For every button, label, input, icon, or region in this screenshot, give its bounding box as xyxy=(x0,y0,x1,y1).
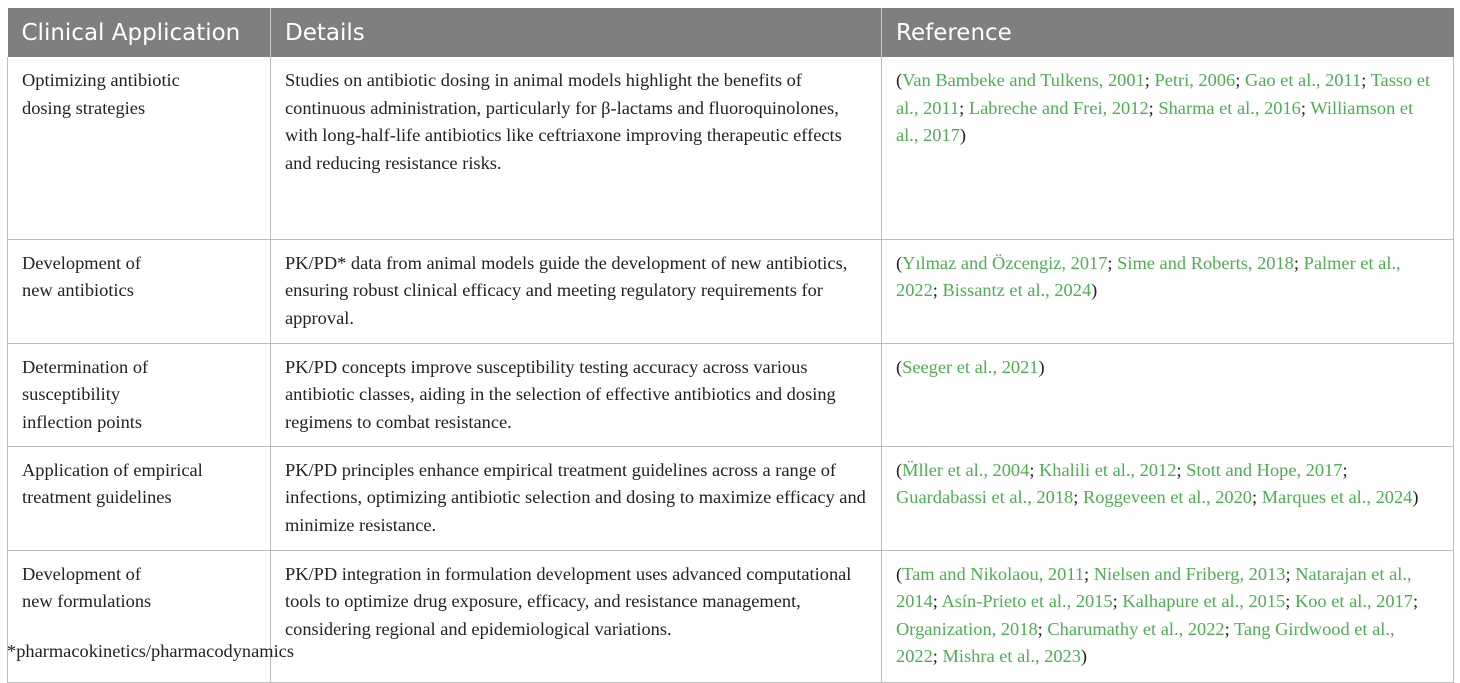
application-cell: Application of empirical treatment guidelines xyxy=(8,446,271,550)
clinical-applications-table xyxy=(7,8,1453,683)
reference-link[interactable]: Labreche and Frei, 2012 xyxy=(968,97,1149,118)
reference-link[interactable]: Williamson et al., 2017 xyxy=(896,97,1414,145)
reference-separator: ; xyxy=(1342,459,1348,480)
table-row xyxy=(8,343,1454,446)
reference-separator: ; xyxy=(1235,70,1245,90)
table-row xyxy=(8,57,1454,239)
header-row xyxy=(8,8,1454,57)
reference-link[interactable]: Asín-Prieto et al., 2015 xyxy=(941,591,1113,611)
reference-link[interactable]: Mishra et al., 2023 xyxy=(942,646,1081,666)
reference-open-paren: ( xyxy=(896,356,903,377)
reference-link[interactable]: Sime and Roberts, 2018 xyxy=(1117,252,1294,273)
reference-link[interactable]: Van Bambeke and Tulkens, 2001 xyxy=(902,70,1145,90)
reference-link[interactable]: Organization, 2018 xyxy=(896,618,1038,639)
reference-separator: ; xyxy=(1285,591,1295,611)
table xyxy=(7,8,1454,683)
reference-link[interactable]: Marques et al., 2024 xyxy=(1261,487,1413,507)
reference-close-paren: ) xyxy=(959,125,966,145)
reference-link[interactable]: Gao et al., 2011 xyxy=(1244,70,1362,90)
application-cell: Development of new formulations xyxy=(8,550,271,682)
reference-link[interactable]: Petri, 2006 xyxy=(1154,70,1236,90)
table-body xyxy=(8,57,1454,682)
reference-separator: ; xyxy=(932,591,942,611)
header-clinical-application: Clinical Application xyxy=(8,8,271,57)
reference-cell xyxy=(882,550,1454,682)
reference-link[interactable]: M̈ller et al., 2004 xyxy=(902,459,1030,480)
reference-cell xyxy=(882,239,1454,343)
reference-separator: ; xyxy=(1412,591,1419,611)
reference-separator: ; xyxy=(1293,252,1304,273)
reference-separator: ; xyxy=(1107,252,1118,273)
reference-open-paren: ( xyxy=(896,563,903,584)
reference-separator: ; xyxy=(1361,70,1371,90)
details-cell: Studies on antibiotic dosing in animal models highlight the benefits of continuous administration, particularly for β-lactams and fluoroquinolones, with long-half-life antibiotics like ceftriaxone improving therapeutic effects and reducing resistance risks. xyxy=(271,57,882,239)
reference-close-paren: ) xyxy=(1091,280,1098,300)
reference-separator: ; xyxy=(959,97,969,118)
header-details: Details xyxy=(271,8,882,57)
reference-link[interactable]: Charumathy et al., 2022 xyxy=(1047,618,1225,639)
reference-link[interactable]: Koo et al., 2017 xyxy=(1294,591,1413,611)
table-row xyxy=(8,239,1454,343)
reference-separator: ; xyxy=(1112,591,1123,611)
reference-cell xyxy=(882,343,1454,446)
reference-open-paren: ( xyxy=(896,70,903,90)
reference-link[interactable]: Tasso et al., 2011 xyxy=(896,70,1431,118)
reference-close-paren: ) xyxy=(1038,356,1045,377)
reference-separator: ; xyxy=(1285,563,1296,584)
table-row xyxy=(8,446,1454,550)
reference-link[interactable]: Stott and Hope, 2017 xyxy=(1186,459,1343,480)
reference-link[interactable]: Guardabassi et al., 2018 xyxy=(896,487,1074,507)
reference-close-paren: ) xyxy=(1080,646,1088,666)
table-row xyxy=(8,550,1454,682)
reference-link[interactable]: Seeger et al., 2021 xyxy=(902,356,1039,377)
reference-open-paren: ( xyxy=(896,459,903,480)
reference-separator: ; xyxy=(1224,618,1234,639)
reference-link[interactable]: Bissantz et al., 2024 xyxy=(942,280,1092,300)
reference-link[interactable]: Nielsen and Friberg, 2013 xyxy=(1093,563,1286,584)
application-cell: Optimizing antibiotic dosing strategies xyxy=(8,57,271,239)
details-cell: PK/PD principles enhance empirical treatment guidelines across a range of infections, optimizing antibiotic selection and dosing to maximize efficacy and minimize resistance. xyxy=(271,446,882,550)
reference-separator: ; xyxy=(1144,70,1155,90)
reference-separator: ; xyxy=(1251,487,1262,507)
reference-link[interactable]: Yılmaz and Özcengiz, 2017 xyxy=(902,252,1108,273)
reference-separator: ; xyxy=(932,646,943,666)
reference-separator: ; xyxy=(1148,97,1159,118)
footnote: *pharmacokinetics/pharmacodynamics xyxy=(7,641,294,661)
reference-link[interactable]: Natarajan et al., 2014 xyxy=(896,563,1412,611)
details-cell: PK/PD integration in formulation development uses advanced computational tools to optimize drug exposure, efficacy, and resistance management, considering regional and epidemiological variations. xyxy=(271,550,882,682)
header-reference: Reference xyxy=(882,8,1454,57)
details-cell: PK/PD* data from animal models guide the development of new antibiotics, ensuring robust clinical efficacy and meeting regulatory requirements for approval. xyxy=(271,239,882,343)
application-cell: Development of new antibiotics xyxy=(8,239,271,343)
reference-separator: ; xyxy=(932,280,943,300)
reference-link[interactable]: Tam and Nikolaou, 2011 xyxy=(902,563,1085,584)
reference-cell xyxy=(882,57,1454,239)
reference-separator: ; xyxy=(1029,459,1040,480)
reference-link[interactable]: Kalhapure et al., 2015 xyxy=(1122,591,1286,611)
details-cell: PK/PD concepts improve susceptibility testing accuracy across various antibiotic classes, aiding in the selection of effective antibiotics and dosing regimens to combat resistance. xyxy=(271,343,882,446)
reference-open-paren: ( xyxy=(896,252,903,273)
reference-link[interactable]: Roggeveen et al., 2020 xyxy=(1082,487,1252,507)
reference-link[interactable]: Khalili et al., 2012 xyxy=(1039,459,1177,480)
reference-link[interactable]: Sharma et al., 2016 xyxy=(1158,97,1301,118)
reference-link[interactable]: Tang Girdwood et al., 2022 xyxy=(896,618,1395,666)
reference-cell xyxy=(882,446,1454,550)
reference-separator: ; xyxy=(1084,563,1094,584)
application-cell: Determination of susceptibility inflection points xyxy=(8,343,271,446)
reference-link[interactable]: Palmer et al., 2022 xyxy=(896,252,1401,300)
reference-close-paren: ) xyxy=(1412,487,1419,507)
reference-separator: ; xyxy=(1176,459,1187,480)
table-header xyxy=(8,8,1454,57)
reference-separator: ; xyxy=(1073,487,1083,507)
reference-separator: ; xyxy=(1037,618,1048,639)
reference-separator: ; xyxy=(1300,97,1311,118)
